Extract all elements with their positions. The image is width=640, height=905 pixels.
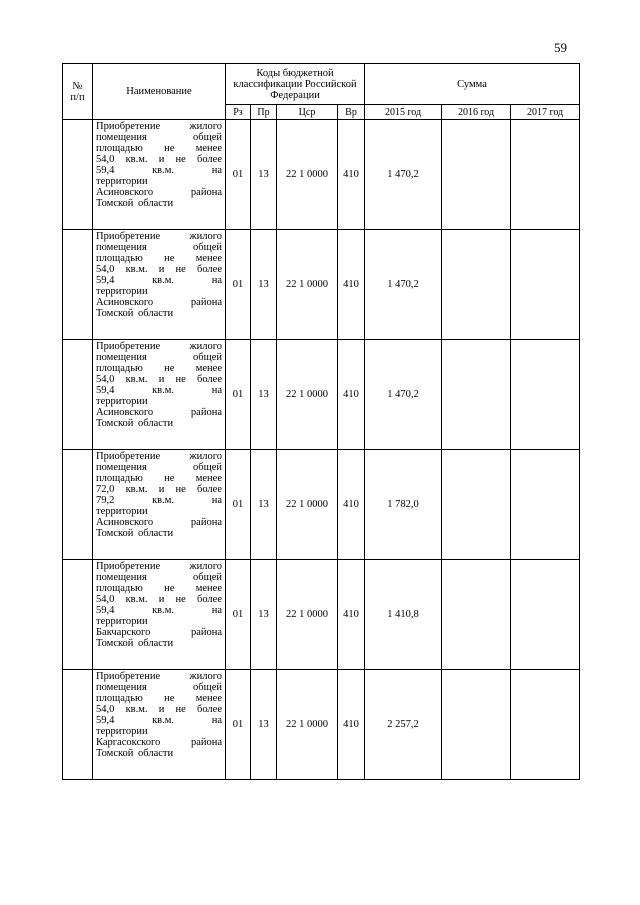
row-name-line: Приобретение жилого — [96, 121, 222, 132]
row-name-line: 54,0 кв.м. и не более — [96, 374, 222, 385]
header-vr: Вр — [338, 105, 365, 120]
row-y2017 — [511, 450, 580, 560]
row-name-line: Каргасокского района — [96, 737, 222, 748]
row-name-line: площадью не менее — [96, 693, 222, 704]
row-name-line: Томской области — [96, 638, 174, 649]
row-name — [93, 670, 226, 780]
row-name-line: 72,0 кв.м. и не более — [96, 484, 222, 495]
row-y2015: 1 470,2 — [365, 230, 442, 340]
row-rz: 01 — [226, 670, 251, 780]
row-name-line: Асиновского района — [96, 517, 222, 528]
row-name-line: 59,4 кв.м. на — [96, 385, 222, 396]
row-num — [63, 450, 93, 560]
table-row — [63, 230, 580, 340]
row-rz: 01 — [226, 450, 251, 560]
row-name-line: Томской области — [96, 528, 174, 539]
row-y2016 — [442, 340, 511, 450]
table-row — [63, 120, 580, 230]
row-pr: 13 — [251, 670, 277, 780]
row-name-line: 59,4 кв.м. на — [96, 275, 222, 286]
page-number: 59 — [554, 40, 567, 55]
table-row — [63, 560, 580, 670]
row-y2015: 1 782,0 — [365, 450, 442, 560]
row-y2017 — [511, 230, 580, 340]
row-name-line: помещения общей — [96, 572, 222, 583]
row-y2015: 2 257,2 — [365, 670, 442, 780]
row-vr: 410 — [338, 670, 365, 780]
row-name-line: помещения общей — [96, 352, 222, 363]
row-y2017 — [511, 340, 580, 450]
row-name-line: 59,4 кв.м. на — [96, 605, 222, 616]
table-body — [63, 120, 580, 780]
row-y2015: 1 470,2 — [365, 340, 442, 450]
row-name-line: территории — [96, 506, 148, 517]
row-name — [93, 450, 226, 560]
row-name-line: Приобретение жилого — [96, 451, 222, 462]
row-y2016 — [442, 450, 511, 560]
row-y2016 — [442, 120, 511, 230]
row-y2016 — [442, 560, 511, 670]
row-name-line: Приобретение жилого — [96, 561, 222, 572]
row-y2016 — [442, 670, 511, 780]
row-name-line: 59,4 кв.м. на — [96, 715, 222, 726]
header-name: Наименование — [93, 64, 226, 120]
row-csr: 22 1 0000 — [277, 340, 338, 450]
header-rz: Рз — [226, 105, 251, 120]
row-name-line: Томской области — [96, 418, 174, 429]
row-name-line: Приобретение жилого — [96, 231, 222, 242]
header-2015: 2015 год — [365, 105, 442, 120]
row-pr: 13 — [251, 560, 277, 670]
header-sum: Сумма — [365, 64, 580, 105]
row-name-line: Приобретение жилого — [96, 341, 222, 352]
row-y2016 — [442, 230, 511, 340]
row-name — [93, 230, 226, 340]
row-name-line: территории — [96, 396, 148, 407]
row-name-line: Асиновского района — [96, 297, 222, 308]
row-name-line: территории — [96, 286, 148, 297]
row-name-line: помещения общей — [96, 242, 222, 253]
row-csr: 22 1 0000 — [277, 120, 338, 230]
row-name — [93, 560, 226, 670]
row-name-line: Асиновского района — [96, 407, 222, 418]
row-num — [63, 120, 93, 230]
row-csr: 22 1 0000 — [277, 670, 338, 780]
row-num — [63, 340, 93, 450]
row-name-line: Асиновского района — [96, 187, 222, 198]
table-row — [63, 450, 580, 560]
row-name-line: территории — [96, 616, 148, 627]
row-y2017 — [511, 670, 580, 780]
header-2016: 2016 год — [442, 105, 511, 120]
row-name-line: Томской области — [96, 308, 174, 319]
table-row — [63, 670, 580, 780]
row-name-line: Бакчарского района — [96, 627, 222, 638]
row-name-line: площадью не менее — [96, 143, 222, 154]
row-num — [63, 670, 93, 780]
row-pr: 13 — [251, 450, 277, 560]
row-name-line: Томской области — [96, 198, 174, 209]
row-pr: 13 — [251, 120, 277, 230]
row-pr: 13 — [251, 230, 277, 340]
row-rz: 01 — [226, 120, 251, 230]
row-y2015: 1 470,2 — [365, 120, 442, 230]
row-name-line: помещения общей — [96, 682, 222, 693]
header-pr: Пр — [251, 105, 277, 120]
budget-table — [62, 63, 580, 780]
row-y2017 — [511, 560, 580, 670]
row-name-line: 54,0 кв.м. и не более — [96, 264, 222, 275]
row-vr: 410 — [338, 120, 365, 230]
row-name-line: площадью не менее — [96, 583, 222, 594]
row-rz: 01 — [226, 230, 251, 340]
row-name — [93, 120, 226, 230]
row-vr: 410 — [338, 560, 365, 670]
row-name — [93, 340, 226, 450]
row-csr: 22 1 0000 — [277, 450, 338, 560]
row-rz: 01 — [226, 340, 251, 450]
row-name-line: 54,0 кв.м. и не более — [96, 704, 222, 715]
row-name-line: 54,0 кв.м. и не более — [96, 154, 222, 165]
row-name-line: 79,2 кв.м. на — [96, 495, 222, 506]
header-csr: Цср — [277, 105, 338, 120]
row-name-line: Томской области — [96, 748, 174, 759]
header-codes: Коды бюджетной классификации Российской Федерации — [226, 64, 365, 105]
row-vr: 410 — [338, 230, 365, 340]
row-csr: 22 1 0000 — [277, 560, 338, 670]
row-num — [63, 230, 93, 340]
row-vr: 410 — [338, 450, 365, 560]
table-row — [63, 340, 580, 450]
row-csr: 22 1 0000 — [277, 230, 338, 340]
row-name-line: площадью не менее — [96, 363, 222, 374]
row-name-line: площадью не менее — [96, 473, 222, 484]
row-y2017 — [511, 120, 580, 230]
row-name-line: площадью не менее — [96, 253, 222, 264]
row-rz: 01 — [226, 560, 251, 670]
row-pr: 13 — [251, 340, 277, 450]
row-name-line: 59,4 кв.м. на — [96, 165, 222, 176]
row-name-line: помещения общей — [96, 132, 222, 143]
header-2017: 2017 год — [511, 105, 580, 120]
row-name-line: помещения общей — [96, 462, 222, 473]
row-name-line: 54,0 кв.м. и не более — [96, 594, 222, 605]
row-y2015: 1 410,8 — [365, 560, 442, 670]
row-vr: 410 — [338, 340, 365, 450]
row-name-line: территории — [96, 726, 148, 737]
row-num — [63, 560, 93, 670]
header-num: № п/п — [63, 64, 93, 120]
row-name-line: территории — [96, 176, 148, 187]
row-name-line: Приобретение жилого — [96, 671, 222, 682]
